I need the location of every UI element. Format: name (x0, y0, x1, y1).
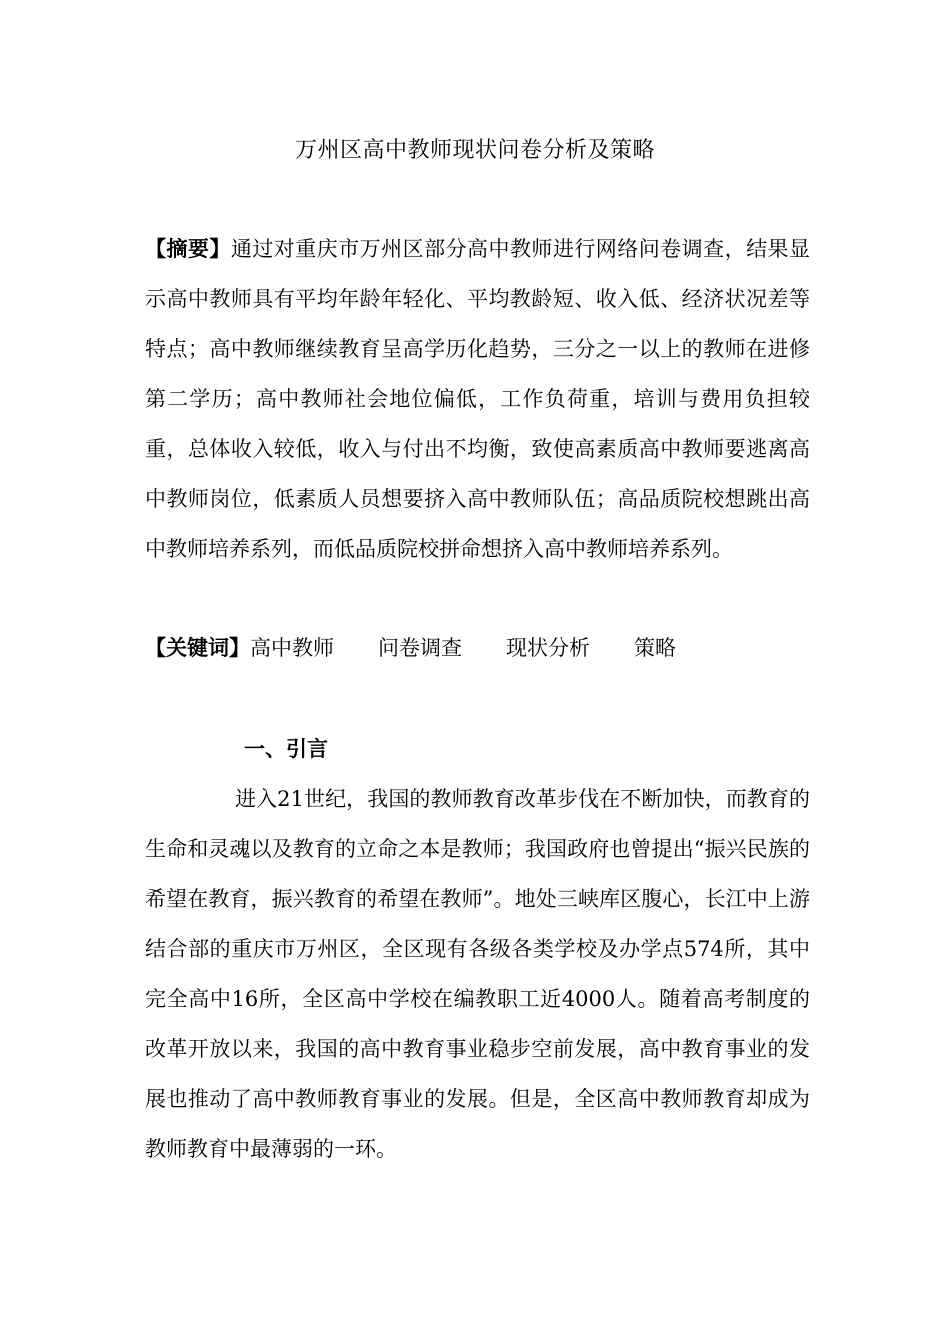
keyword-item: 高中教师 (250, 636, 334, 660)
abstract-paragraph (145, 224, 810, 574)
keyword-item: 现状分析 (506, 636, 590, 660)
keyword-item: 问卷调查 (378, 636, 462, 660)
keyword-item: 策略 (634, 636, 676, 660)
keywords-line (145, 623, 810, 673)
section-heading: 一、引言 (244, 737, 328, 761)
abstract-label: 【摘要】 (145, 237, 231, 261)
document-title: 万州区高中教师现状问卷分析及策略 (294, 138, 655, 163)
keywords-label: 【关键词】 (145, 636, 250, 660)
intro-paragraph: 进入21世纪，我国的教师教育改革步伐在不断加快，而教育的生命和灵魂以及教育的立命之本是教师；我国政府也曾提出“振兴民族的希望在教育，振兴教育的希望在教师”。地处三峡库区腹心，长江中上游结合部的重庆市万州区，全区现有各级各类学校及办学点574所，其中完全高中16所，全区高中学校在编教职工近4000人。随着高考制度的改革开放以来，我国的高中教育事业稳步空前发展，高中教育事业的发展也推动了高中教师教育事业的发展。但是，全区高中教师教育却成为教师教育中最薄弱的一环。 (145, 787, 810, 1161)
abstract-text: 通过对重庆市万州区部分高中教师进行网络问卷调查，结果显示高中教师具有平均年龄年轻化、平均教龄短、收入低、经济状况差等特点；高中教师继续教育呈高学历化趋势，三分之一以上的教师在进修第二学历；高中教师社会地位偏低，工作负荷重，培训与费用负担较重，总体收入较低，收入与付出不均衡，致使高素质高中教师要逃离高中教师岗位，低素质人员想要挤入高中教师队伍；高品质院校想跳出高中教师培养系列，而低品质院校拼命想挤入高中教师培养系列。 (145, 237, 811, 561)
